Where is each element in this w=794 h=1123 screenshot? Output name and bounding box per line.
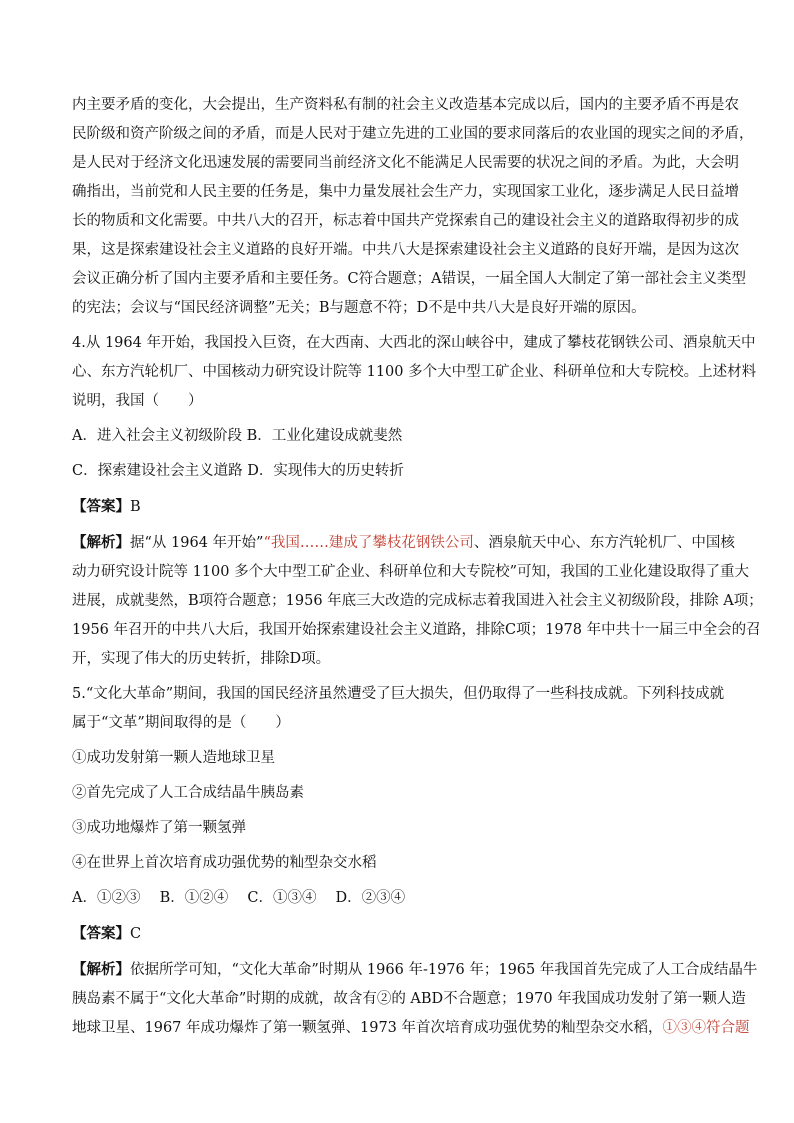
question-5-item: ④在世界上首次培育成功强优势的籼型杂交水稻 [72, 855, 377, 871]
question-4-options-cd: C．探索建设社会主义道路 D．实现伟大的历史转折 [72, 463, 404, 479]
question-4-stem [72, 329, 757, 416]
question-5-analysis [72, 955, 758, 1043]
text-line: 动力研究设计院等 1100 多个大中型工矿企业、科研单位和大专院校”可知，我国的工业化建设取得了重大 [72, 564, 750, 580]
text-line: 的宪法；会议与“国民经济调整”无关；B与题意不符；D不是中共八大是良好开端的原因。 [72, 300, 646, 316]
question-4-answer [72, 492, 732, 522]
analysis-text: 地球卫星、1967 年成功爆炸了第一颗氢弹、1973 年首次培育成功强优势的籼型杂交水稻， [72, 1020, 663, 1036]
text-line: 民阶级和资产阶级之间的矛盾，而是人民对于建立先进的工业国的要求同落后的农业国的现实之间的矛盾， [72, 126, 754, 142]
question-4-analysis [72, 528, 763, 674]
text-line: 是人民对于经济文化迅速发展的需要同当前经济文化不能满足人民需要的状况之间的矛盾。为此，大会明 [72, 155, 739, 171]
analysis-text: 依据所学可知，“文化大革命”时期从 1966 年-1976 年；1965 年我国首先完成了人工合成结晶牛 [130, 962, 758, 978]
analysis-highlight: ①③④符合题 [662, 1020, 750, 1036]
question-5-options: A．①②③ B．①②④ C．①③④ D．②③④ [72, 890, 406, 906]
question-5-item: ②首先完成了人工合成结晶牛胰岛素 [72, 785, 304, 801]
text-line: 4.从 1964 年开始，我国投入巨资，在大西南、大西北的深山峡谷中，建成了攀枝花钢铁公司、酒泉航天中 [72, 335, 756, 351]
question-5-item: ③成功地爆炸了第一颗氢弹 [72, 820, 246, 836]
text-line: 开，实现了伟大的历史转折，排除D项。 [72, 651, 331, 667]
answer-value: B [130, 499, 141, 515]
question-5-answer [72, 919, 732, 949]
answer-value: C [130, 926, 142, 942]
text-line [72, 955, 758, 985]
text-line [72, 528, 735, 558]
question-4-options-ab: A．进入社会主义初级阶段 B．工业化建设成就斐然 [72, 428, 403, 444]
text-line: 说明，我国（ ） [72, 393, 203, 409]
question-5-item: ①成功发射第一颗人造地球卫星 [72, 750, 275, 766]
text-line: 会议正确分析了国内主要矛盾和主要任务。C符合题意；A错误，一届全国人大制定了第一部社会主义类型 [72, 271, 747, 287]
text-line: 内主要矛盾的变化，大会提出，生产资料私有制的社会主义改造基本完成以后，国内的主要矛盾不再是农 [72, 97, 739, 113]
text-line: 5.“文化大革命”期间，我国的国民经济虽然遭受了巨大损失，但仍取得了一些科技成就。下列科技成就 [72, 686, 725, 702]
answer-label: 【答案】 [72, 925, 130, 942]
analysis-text: 据“从 1964 年开始” [130, 535, 264, 551]
text-line: 果，这是探索建设社会主义道路的良好开端。中共八大是探索建设社会主义道路的良好开端，是因为这次 [72, 242, 739, 258]
text-line [72, 1014, 750, 1043]
analysis-label: 【解析】 [72, 534, 130, 551]
text-line: 进展，成就斐然，B项符合题意；1956 年底三大改造的完成标志着我国进入社会主义初级阶段，排除 A项； [72, 593, 763, 609]
text-line: 胰岛素不属于“文化大革命”时期的成就，故含有②的 ABD不合题意；1970 年我国成功发射了第一颗人造 [72, 991, 746, 1007]
analysis-text: 、酒泉航天中心、东方汽轮机厂、中国核 [473, 535, 735, 551]
text-line: 长的物质和文化需要。中共八大的召开，标志着中国共产党探索自己的建设社会主义的道路取得初步的成 [72, 213, 739, 229]
analysis-label: 【解析】 [72, 961, 130, 978]
text-line: 属于“文革”期间取得的是（ ） [72, 715, 290, 731]
answer-label: 【答案】 [72, 498, 130, 515]
text-line: 确指出，当前党和人民主要的任务是，集中力量发展社会生产力，实现国家工业化，逐步满足人民日益增 [72, 184, 739, 200]
text-line: 心、东方汽轮机厂、中国核动力研究设计院等 1100 多个大中型工矿企业、科研单位和大专院校。上述材料 [72, 364, 757, 380]
page-content [72, 91, 763, 1049]
question-5-stem [72, 680, 732, 738]
text-line: 1956 年召开的中共八大后，我国开始探索建设社会主义道路，排除C项；1978 年中共十一届三中全会的召 [72, 622, 761, 638]
previous-analysis-paragraph [72, 91, 754, 323]
analysis-highlight: “我国……建成了攀枝花钢铁公司 [263, 535, 474, 551]
